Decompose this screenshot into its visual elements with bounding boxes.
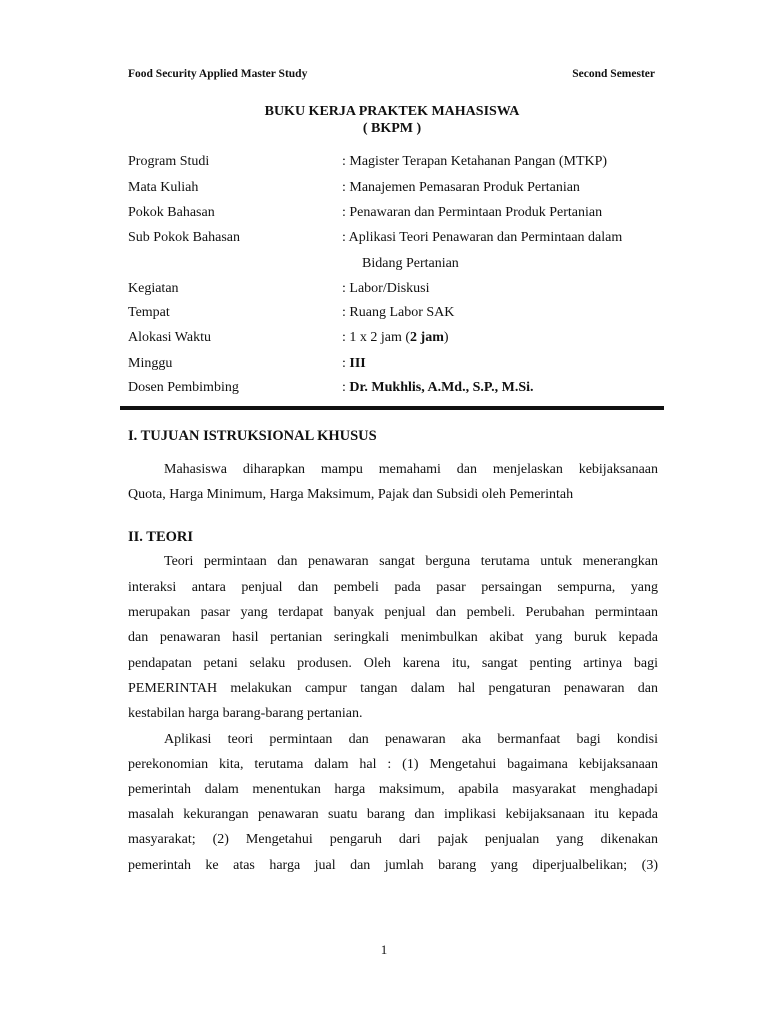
paragraph-line: pemerintah ke atas harga jual dan jumlah barang yang diperjualbelikan; (3)	[128, 858, 658, 873]
paragraph-line: masyarakat; (2) Mengetahui pengaruh dari pajak penjualan yang dikenakan	[128, 832, 658, 847]
horizontal-divider	[120, 406, 664, 410]
document-title: BUKU KERJA PRAKTEK MAHASISWA	[264, 104, 520, 119]
dosen-prefix: :	[342, 380, 350, 395]
running-header-left: Food Security Applied Master Study	[128, 68, 308, 80]
paragraph-line: dan penawaran hasil pertanian seringkali menimbulkan akibat yang buruk kepada	[128, 630, 658, 645]
alokasi-suffix: )	[443, 330, 449, 345]
info-label-dosen: Dosen Pembimbing	[128, 380, 239, 395]
minggu-prefix: :	[342, 356, 350, 371]
minggu-number: III	[349, 356, 366, 371]
paragraph-line: merupakan pasar yang terdapat banyak penjual dan pembeli. Perubahan permintaan	[128, 605, 658, 620]
alokasi-hours: 2 jam	[410, 330, 444, 345]
paragraph-line: pendapatan petani selaku produsen. Oleh karena itu, sangat penting artinya bagi	[128, 656, 658, 671]
paragraph-line: Mahasiswa diharapkan mampu memahami dan menjelaskan kebijaksanaan	[164, 462, 658, 477]
info-label-pokok-bahasan: Pokok Bahasan	[128, 205, 215, 220]
info-value-kegiatan: : Labor/Diskusi	[342, 281, 430, 296]
paragraph-line: perekonomian kita, terutama dalam hal : (1) Mengetahui bagaimana kebijaksanaan	[128, 757, 658, 772]
info-value-dosen	[342, 380, 534, 396]
section-heading-teori: II. TEORI	[128, 529, 194, 545]
info-label-mata-kuliah: Mata Kuliah	[128, 180, 199, 195]
info-label-tempat: Tempat	[128, 305, 170, 320]
paragraph-line: PEMERINTAH melakukan campur tangan dalam hal pengaturan penawaran dan	[128, 681, 658, 696]
dosen-name: Dr. Mukhlis, A.Md., S.P., M.Si.	[349, 380, 534, 395]
info-label-kegiatan: Kegiatan	[128, 281, 179, 296]
info-value-program-studi: : Magister Terapan Ketahanan Pangan (MTKP)	[342, 154, 608, 169]
info-label-minggu: Minggu	[128, 356, 173, 371]
section-heading-tujuan: I. TUJUAN ISTRUKSIONAL KHUSUS	[128, 428, 377, 444]
paragraph-line: pemerintah dalam menentukan harga maksimum, apabila masyarakat menghadapi	[128, 782, 658, 797]
info-value-sub-pokok-bahasan-cont: Bidang Pertanian	[362, 256, 459, 271]
info-value-pokok-bahasan: : Penawaran dan Permintaan Produk Pertanian	[342, 205, 603, 220]
paragraph-line: kestabilan harga barang-barang pertanian.	[128, 706, 363, 721]
info-label-alokasi-waktu: Alokasi Waktu	[128, 330, 211, 345]
info-label-program-studi: Program Studi	[128, 154, 210, 169]
info-value-tempat: : Ruang Labor SAK	[342, 305, 455, 320]
paragraph-line: interaksi antara penjual dan pembeli pada pasar persaingan sempurna, yang	[128, 580, 658, 595]
info-value-alokasi-waktu	[342, 330, 449, 346]
paragraph-line: Aplikasi teori permintaan dan penawaran aka bermanfaat bagi kondisi	[164, 732, 658, 747]
running-header-right: Second Semester	[572, 68, 655, 80]
paragraph-line: masalah kekurangan penawaran suatu barang dan implikasi kebijaksanaan itu kepada	[128, 807, 658, 822]
info-label-sub-pokok-bahasan: Sub Pokok Bahasan	[128, 230, 240, 245]
page-number: 1	[380, 942, 388, 957]
document-subtitle: ( BKPM )	[362, 121, 422, 136]
paragraph-line: Teori permintaan dan penawaran sangat berguna terutama untuk menerangkan	[164, 554, 658, 569]
info-value-sub-pokok-bahasan: : Aplikasi Teori Penawaran dan Permintaan dalam	[342, 230, 623, 245]
paragraph-line: Quota, Harga Minimum, Harga Maksimum, Pajak dan Subsidi oleh Pemerintah	[128, 487, 574, 502]
info-value-mata-kuliah: : Manajemen Pemasaran Produk Pertanian	[342, 180, 580, 195]
alokasi-prefix: : 1 x 2 jam (	[342, 330, 411, 345]
info-value-minggu	[342, 356, 366, 372]
